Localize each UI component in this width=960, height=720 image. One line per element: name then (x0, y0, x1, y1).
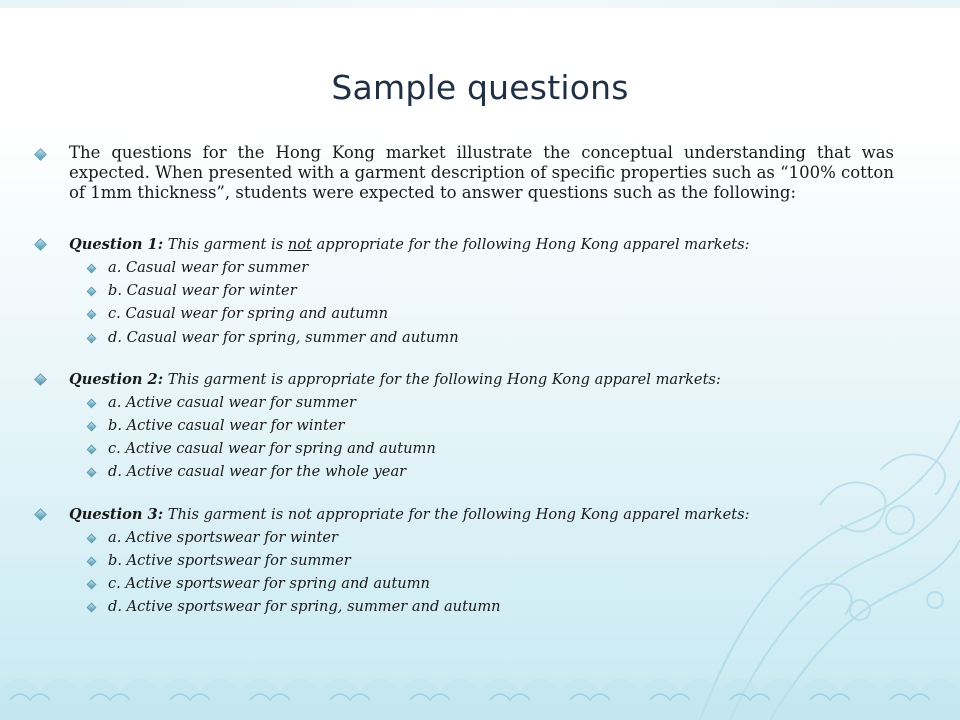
question-1-emphasis: not (287, 236, 312, 253)
diamond-bullet-icon (87, 556, 97, 566)
diamond-bullet-icon (87, 333, 97, 343)
intro-text: The questions for the Hong Kong market illustrate the conceptual understanding that was expected. When presented with a garment description of specific properties such as “100% cotton of 1mm thickness”, students were expected to answer questions such as the following: (69, 143, 894, 202)
option-text: c. Active sportswear for spring and autumn (108, 575, 430, 593)
question-2-label: Question 2: (69, 370, 164, 388)
diamond-bullet-icon (87, 580, 97, 590)
option-item (88, 461, 894, 483)
option-text: d. Casual wear for spring, summer and autumn (108, 328, 459, 346)
question-3-text (69, 504, 750, 526)
question-2-body: This garment is appropriate for the following Hong Kong apparel markets: (163, 370, 721, 388)
diamond-bullet-icon (87, 445, 97, 455)
diamond-bullet-icon (34, 148, 47, 161)
question-1-label: Question 1: (69, 236, 164, 253)
question-2 (36, 369, 894, 484)
question-2-options (88, 392, 894, 484)
option-item (88, 257, 894, 279)
question-1-text (69, 234, 750, 256)
option-item (88, 415, 894, 437)
option-text: b. Casual wear for winter (108, 282, 297, 300)
question-1-options (88, 257, 894, 349)
option-item (88, 327, 894, 349)
option-item (88, 550, 894, 572)
top-band (0, 0, 960, 8)
question-3 (36, 504, 894, 619)
question-2-row (36, 369, 894, 391)
question-1 (36, 234, 894, 349)
option-text: a. Active sportswear for winter (108, 528, 338, 546)
diamond-bullet-icon (87, 533, 97, 543)
diamond-bullet-icon (87, 398, 97, 408)
diamond-bullet-icon (87, 310, 97, 320)
option-item (88, 573, 894, 595)
option-text: d. Active casual wear for the whole year (108, 463, 407, 481)
slide-content (36, 143, 894, 618)
diamond-bullet-icon (34, 508, 47, 521)
option-item (88, 438, 894, 460)
option-text: c. Casual wear for spring and autumn (108, 305, 388, 323)
diamond-bullet-icon (34, 238, 47, 251)
question-3-label: Question 3: (69, 505, 164, 523)
question-3-options (88, 527, 894, 619)
option-item (88, 280, 894, 302)
diamond-bullet-icon (34, 373, 47, 386)
diamond-bullet-icon (87, 603, 97, 613)
option-item (88, 596, 894, 618)
intro-paragraph (36, 143, 894, 203)
option-text: c. Active casual wear for spring and autumn (108, 440, 436, 458)
question-3-row (36, 504, 894, 526)
option-text: a. Casual wear for summer (108, 259, 309, 276)
option-item (88, 303, 894, 325)
option-text: b. Active casual wear for winter (108, 417, 345, 435)
question-2-text (69, 369, 721, 391)
slide-title: Sample questions (331, 68, 629, 107)
option-text: d. Active sportswear for spring, summer and autumn (108, 598, 501, 616)
option-item (88, 392, 894, 414)
option-item (88, 527, 894, 549)
diamond-bullet-icon (87, 287, 97, 297)
option-text: b. Active sportswear for summer (108, 551, 351, 569)
diamond-bullet-icon (87, 264, 97, 274)
diamond-bullet-icon (87, 422, 97, 432)
question-1-text-after: appropriate for the following Hong Kong apparel markets: (311, 236, 750, 253)
option-text: a. Active casual wear for summer (108, 393, 356, 411)
diamond-bullet-icon (87, 468, 97, 478)
question-1-text-before: This garment is (163, 236, 288, 253)
question-3-body: This garment is not appropriate for the following Hong Kong apparel markets: (163, 505, 750, 523)
question-1-row (36, 234, 894, 256)
